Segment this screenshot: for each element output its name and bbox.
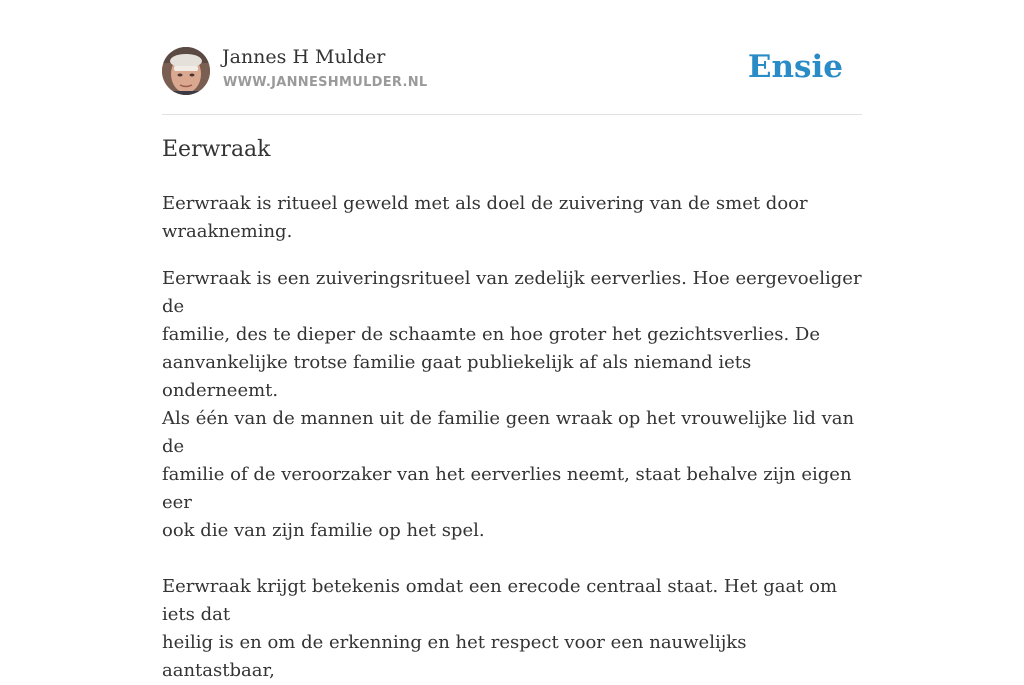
- article-body: [162, 190, 862, 685]
- article-paragraph: Eerwraak is een zuiveringsritueel van zedelijk eerverlies. Hoe eergevoeliger de familie, des te dieper de schaamte en hoe groter het gezichtsverlies. De aanvankelijke trotse familie gaat publiekelijk af als niemand iets onderneemt. Als één van de mannen uit de familie geen wraak op het vrouwelijke lid van de familie of de veroorzaker van het eerverlies neemt, staat behalve zijn eigen eer ook die van zijn familie op het spel.: [162, 268, 862, 541]
- avatar[interactable]: [162, 47, 210, 95]
- article-paragraph: Eerwraak krijgt betekenis omdat een erecode centraal staat. Het gaat om iets dat heilig is en om de erkenning en het respect voor een nauwelijks aantastbaar,: [162, 576, 838, 681]
- article-title: Eerwraak: [162, 137, 271, 162]
- author-website-link[interactable]: WWW.JANNESHMULDER.NL: [223, 75, 428, 90]
- page: [162, 0, 862, 681]
- author-name-link[interactable]: Jannes H Mulder: [222, 46, 386, 68]
- header: [162, 44, 862, 115]
- article-paragraph: Eerwraak is ritueel geweld met als doel de zuivering van de smet door wraakneming.: [162, 193, 808, 242]
- author-photo-icon: [162, 47, 210, 95]
- ensie-logo-link[interactable]: Ensie: [747, 49, 843, 85]
